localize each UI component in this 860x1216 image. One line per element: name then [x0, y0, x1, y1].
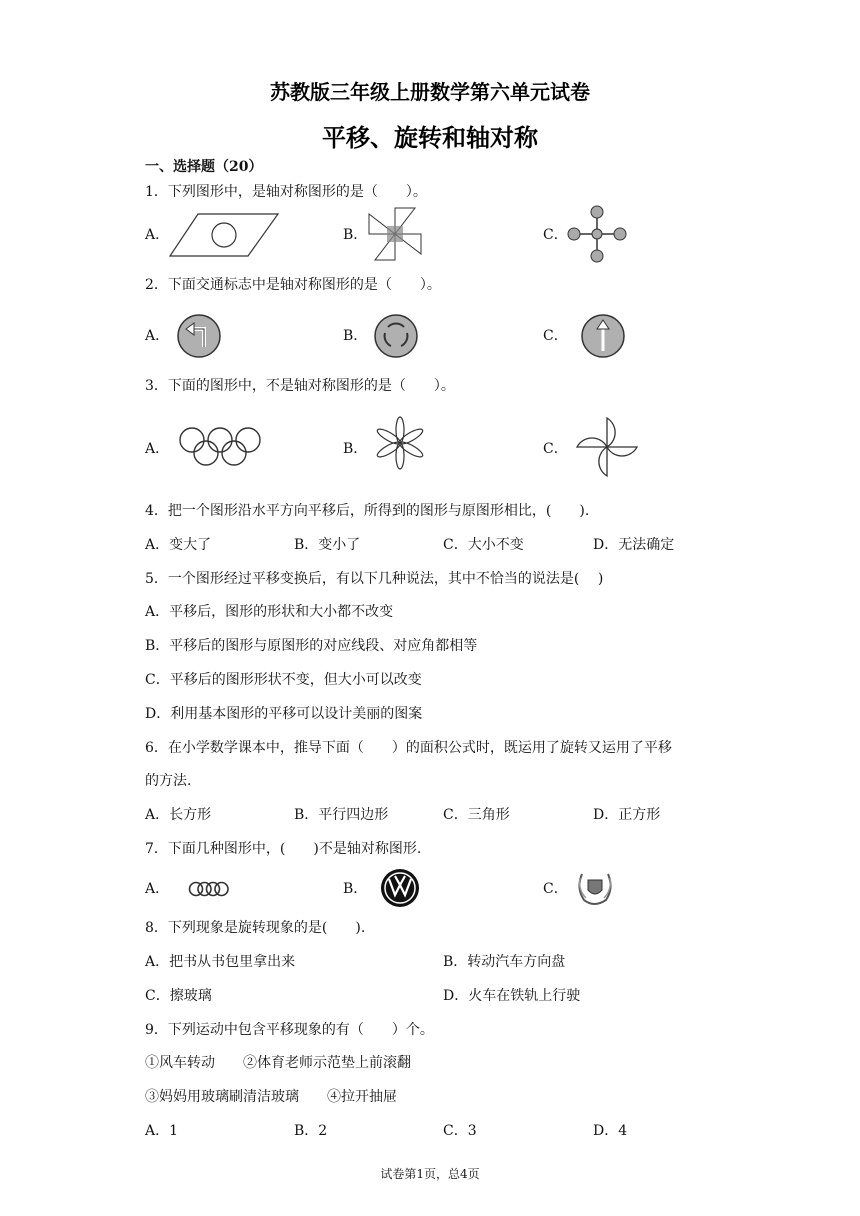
question-1-option-a: A． [145, 227, 170, 243]
question-9-option-b: B．2 [294, 1123, 328, 1139]
question-4-option-c: C．大小不变 [443, 537, 524, 553]
question-9-items-line-2: ③妈妈用玻璃刷清洁玻璃 ④拉开抽屉 [145, 1089, 397, 1105]
question-6-option-c: C．三角形 [443, 807, 510, 823]
question-6-stem-continued: 的方法. [145, 773, 192, 789]
question-5-option-c: C．平移后的图形形状不变，但大小可以改变 [145, 672, 422, 688]
question-2-option-c: C． [543, 328, 568, 344]
question-9-stem: 9．下列运动中包含平移现象的有（ ）个。 [145, 1022, 434, 1038]
question-7-option-a: A． [145, 881, 170, 897]
question-8-option-a: A．把书从书包里拿出来 [145, 954, 296, 970]
question-7-option-b: B． [343, 881, 368, 897]
cross-balls-figure [566, 204, 628, 264]
question-6-stem: 6．在小学数学课本中，推导下面（ ）的面积公式时，既运用了旋转又运用了平移 [145, 740, 672, 756]
olympic-rings-figure [178, 426, 262, 468]
question-3-option-c: C． [543, 441, 568, 457]
question-6-option-d: D．正方形 [593, 807, 661, 823]
section-heading: 一、选择题（20） [145, 159, 263, 175]
question-1-stem: 1．下列图形中，是轴对称图形的是（ ）。 [145, 184, 427, 200]
flower-petals-figure [372, 415, 428, 471]
question-2-stem: 2．下面交通标志中是轴对称图形的是（ ）。 [145, 277, 441, 293]
question-7-option-c: C． [543, 881, 568, 897]
question-8-stem: 8．下列现象是旋转现象的是( ). [145, 920, 366, 936]
crest-emblem-icon [574, 868, 616, 908]
question-6-option-b: B．平行四边形 [294, 807, 389, 823]
question-9-option-c: C．3 [443, 1123, 477, 1139]
audi-logo-icon [188, 880, 230, 898]
question-4-option-a: A．变大了 [145, 537, 212, 553]
pinwheel-triangles-figure [365, 204, 425, 264]
question-4-option-d: D．无法确定 [593, 537, 675, 553]
question-1-option-b: B． [343, 227, 368, 243]
question-2-option-a: A． [145, 328, 170, 344]
question-1-option-c: C． [543, 227, 568, 243]
parallelogram-circle-figure [168, 212, 280, 258]
question-8-option-b: B．转动汽车方向盘 [443, 954, 566, 970]
question-5-option-a: A．平移后，图形的形状和大小都不改变 [145, 604, 394, 620]
left-turn-sign-icon [176, 313, 222, 359]
question-3-option-a: A． [145, 441, 170, 457]
question-5-stem: 5．一个图形经过平移变换后，有以下几种说法，其中不恰当的说法是( ) [145, 571, 604, 587]
question-9-items-line-1: ①风车转动 ②体育老师示范垫上前滚翻 [145, 1055, 411, 1071]
question-4-option-b: B．变小了 [294, 537, 361, 553]
page-footer: 试卷第1页，总4页 [380, 1167, 480, 1181]
question-6-option-a: A．长方形 [145, 807, 212, 823]
question-3-option-b: B． [343, 441, 368, 457]
volkswagen-logo-icon [380, 868, 420, 908]
question-4-stem: 4．把一个图形沿水平方向平移后，所得到的图形与原图形相比，( ). [145, 503, 590, 519]
straight-ahead-sign-icon [580, 313, 626, 359]
windmill-figure [573, 414, 643, 480]
question-3-stem: 3．下面的图形中，不是轴对称图形的是（ ）。 [145, 378, 455, 394]
question-5-option-b: B．平移后的图形与原图形的对应线段、对应角都相等 [145, 638, 478, 654]
question-9-option-d: D．4 [593, 1123, 628, 1139]
exam-title: 苏教版三年级上册数学第六单元试卷 [270, 80, 590, 104]
question-8-option-d: D．火车在铁轨上行驶 [443, 988, 581, 1004]
roundabout-sign-icon [373, 313, 419, 359]
question-9-option-a: A．1 [145, 1123, 179, 1139]
question-5-option-d: D．利用基本图形的平移可以设计美丽的图案 [145, 706, 423, 722]
question-7-stem: 7．下面几种图形中，( )不是轴对称图形. [145, 841, 422, 857]
question-8-option-c: C．擦玻璃 [145, 988, 212, 1004]
exam-subtitle: 平移、旋转和轴对称 [322, 123, 538, 152]
question-2-option-b: B． [343, 328, 368, 344]
